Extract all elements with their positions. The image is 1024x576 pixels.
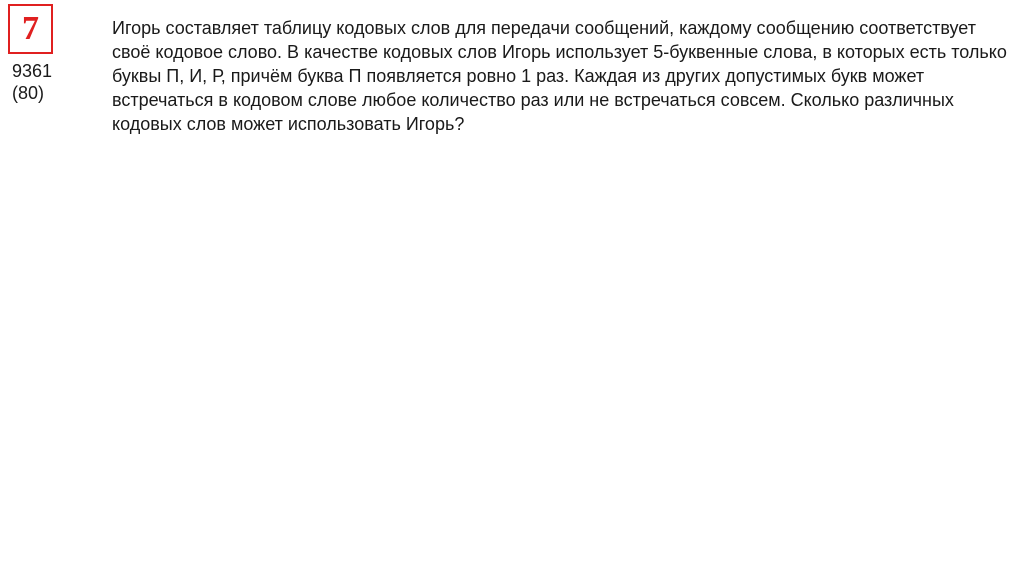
task-score: (80) [12,83,45,103]
task-number-badge [8,4,53,54]
task-number: 7 [22,10,39,47]
task-id: 9361 [12,61,53,81]
task-meta [12,60,52,104]
task-statement: Игорь составляет таблицу кодовых слов для передачи сообщений, каждому сообщению соответствует своё кодовое слово. В качестве кодовых слов Игорь использует 5-буквенные слова, в которых есть только буквы П, И, Р, причём буква П появляется ровно 1 раз. Каждая из других допустимых букв может встречаться в кодовом слове любое количество раз или не встречаться совсем. Сколько различных кодовых слов может использовать Игорь? [112,18,1007,134]
